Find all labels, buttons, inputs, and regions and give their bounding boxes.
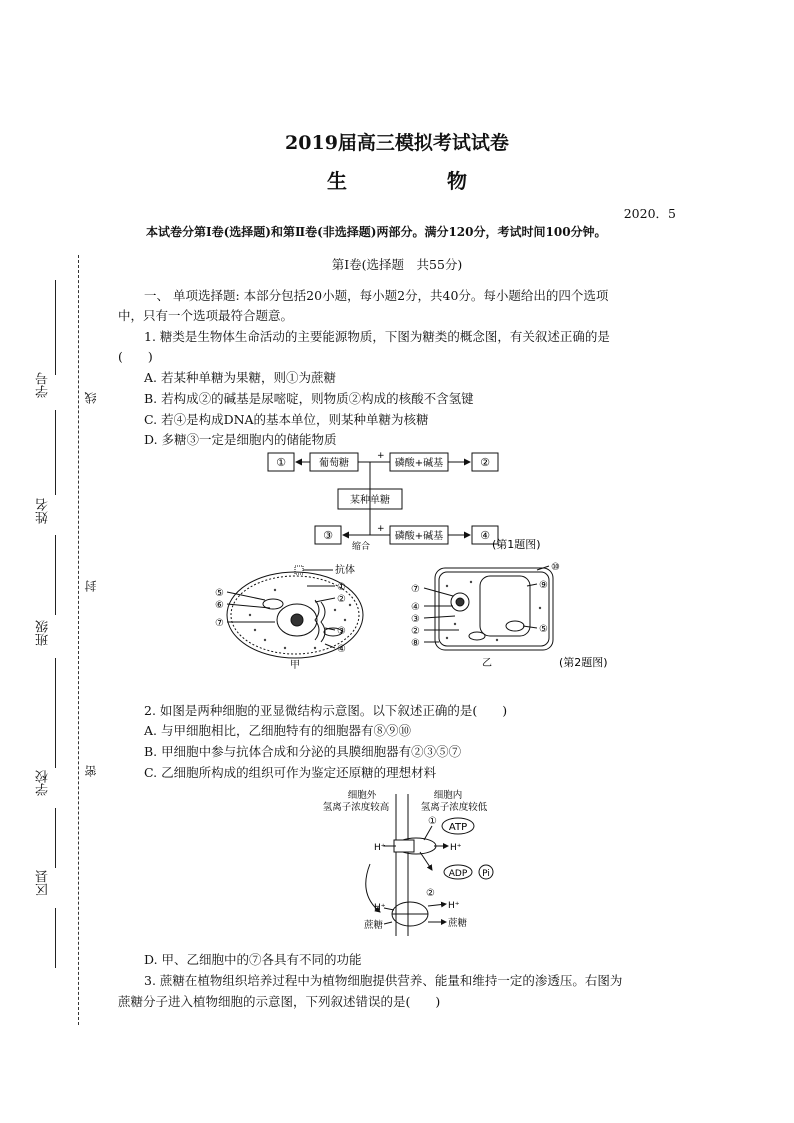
fig1-box4: ④: [480, 529, 490, 542]
exam-intro: 本试卷分第Ⅰ卷(选择题)和第Ⅱ卷(非选择题)两部分。满分120分，考试时间100分钟。: [146, 225, 607, 239]
q1-option-c: C. 若④是构成DNA的基本单位，则某种单糖为核糖: [144, 412, 429, 427]
fig3-num2: ②: [426, 888, 435, 899]
fig1-box1: ①: [276, 456, 286, 469]
q1-option-a: A. 若某种单糖为果糖，则①为蔗糖: [144, 370, 336, 385]
seal-char-secret: 密: [84, 765, 98, 777]
fig3-sucrose-in: 蔗糖: [448, 918, 468, 929]
margin-fill-line-3: [55, 535, 56, 615]
fig2-jia-label-6: ⑥: [215, 600, 224, 611]
fig1-phos1: 磷酸+碱基: [394, 458, 444, 469]
fig3-h-right: H⁺: [450, 843, 462, 853]
q2-option-d: D. 甲、乙细胞中的⑦各具有不同的功能: [144, 952, 362, 967]
seal-char-seal: 封: [84, 580, 98, 592]
margin-label-school: 学校: [36, 770, 51, 796]
fig2-yi-label-9: ⑨: [539, 580, 548, 591]
fig3-inside: 细胞内: [433, 790, 463, 801]
fig2-yi-label-5: ⑤: [539, 624, 548, 635]
q2-option-c: C. 乙细胞所构成的组织可作为鉴定还原糖的理想材料: [144, 765, 437, 780]
fig2-jia-label-2: ②: [337, 594, 346, 605]
fig3-inside-conc: 氢离子浓度较低: [420, 802, 488, 813]
fig1-caption: (第1题图): [492, 538, 541, 551]
part1-line1: 一、 单项选择题: 本部分包括20小题，每小题2分，共40分。每小题给出的四个选项: [144, 288, 609, 303]
fig2-yi-label-10: ⑩: [551, 562, 560, 573]
fig3-h-right-2: H⁺: [448, 901, 460, 911]
fig1-phos2: 磷酸+碱基: [394, 531, 444, 542]
fig3-adp: ADP: [448, 869, 468, 879]
q2-option-a: A. 与甲细胞相比，乙细胞特有的细胞器有⑧⑨⑩: [144, 723, 411, 738]
margin-fill-line-2: [55, 410, 56, 495]
fig2-jia-label-1: ①: [337, 582, 346, 593]
fig3-outside: 细胞外: [347, 790, 377, 801]
fig1-condense: 缩合: [352, 542, 371, 552]
q3-stem-line2: 蔗糖分子进入植物细胞的示意图，下列叙述错误的是( ): [118, 994, 441, 1009]
q1-option-b: B. 若构成②的碱基是尿嘧啶，则物质②构成的核酸不含氢键: [144, 391, 474, 406]
fig2-antibody: 抗体: [335, 565, 355, 576]
fig2-yi: 乙: [482, 658, 492, 669]
margin-fill-line-4: [55, 658, 56, 768]
fig2-jia-label-5: ⑤: [215, 588, 224, 599]
q2-stem: 2. 如图是两种细胞的亚显微结构示意图。以下叙述正确的是( ): [144, 703, 508, 718]
fig3-outside-conc: 氢离子浓度较高: [322, 802, 390, 813]
fig1-glucose: 葡萄糖: [319, 458, 349, 469]
fig2-jia-label-7: ⑦: [215, 618, 224, 629]
subject-title: 生 物: [327, 169, 507, 193]
section-heading: 第Ⅰ卷(选择题 共55分): [331, 257, 463, 272]
figure-1-concept-map: [260, 448, 560, 552]
figure-2-cells: [215, 560, 645, 675]
exam-title: 2019届高三模拟考试试卷: [285, 132, 509, 154]
fig2-jia: 甲: [290, 660, 300, 671]
fig2-yi-label-8: ⑧: [411, 638, 420, 649]
q2-option-b: B. 甲细胞中参与抗体合成和分泌的具膜细胞器有②③⑤⑦: [144, 744, 462, 759]
q1-stem-line2: ( ): [118, 349, 153, 364]
fig2-jia-label-3: ③: [337, 626, 346, 637]
figure-3-transport: [300, 786, 520, 941]
fig3-num1: ①: [428, 816, 437, 827]
fig2-yi-label-2: ②: [411, 626, 420, 637]
part1-line2: 中，只有一个选项最符合题意。: [118, 308, 294, 323]
fig3-sucrose-out: 蔗糖: [364, 920, 384, 931]
q3-stem-line1: 3. 蔗糖在植物组织培养过程中为植物细胞提供营养、能量和维持一定的渗透压。右图为: [144, 973, 623, 988]
fig1-plus1: +: [377, 451, 385, 461]
fig2-yi-label-3: ③: [411, 614, 420, 625]
margin-fill-line-5: [55, 808, 56, 868]
fig2-yi-label-7: ⑦: [411, 584, 420, 595]
fig2-yi-label-4: ④: [411, 602, 420, 613]
binding-dashed-line: [78, 255, 79, 1025]
fig1-box2: ②: [480, 456, 490, 469]
margin-label-name: 姓名: [36, 498, 51, 524]
fig2-jia-label-4: ④: [337, 644, 346, 655]
margin-fill-line-6: [55, 908, 56, 968]
fig1-box3: ③: [323, 529, 333, 542]
seal-char-line: 线: [84, 392, 98, 404]
q1-option-d: D. 多糖③一定是细胞内的储能物质: [144, 432, 337, 447]
fig3-h-left: H⁺: [374, 843, 386, 853]
exam-date: 2020．5: [623, 206, 676, 221]
margin-label-class: 班级: [36, 620, 51, 646]
fig3-h-left-2: H⁺: [374, 903, 386, 913]
q1-stem-line1: 1. 糖类是生物体生命活动的主要能源物质，下图为糖类的概念图，有关叙述正确的是: [144, 329, 610, 344]
fig1-plus2: +: [377, 524, 385, 534]
fig2-caption: (第2题图): [559, 656, 608, 669]
fig3-pi: Pi: [482, 869, 490, 879]
fig1-center: 某种单糖: [350, 495, 390, 506]
fig3-atp: ATP: [448, 822, 468, 833]
margin-label-id: 学号: [36, 372, 51, 398]
margin-fill-line-1: [55, 280, 56, 375]
margin-label-district: 区县: [36, 870, 51, 896]
